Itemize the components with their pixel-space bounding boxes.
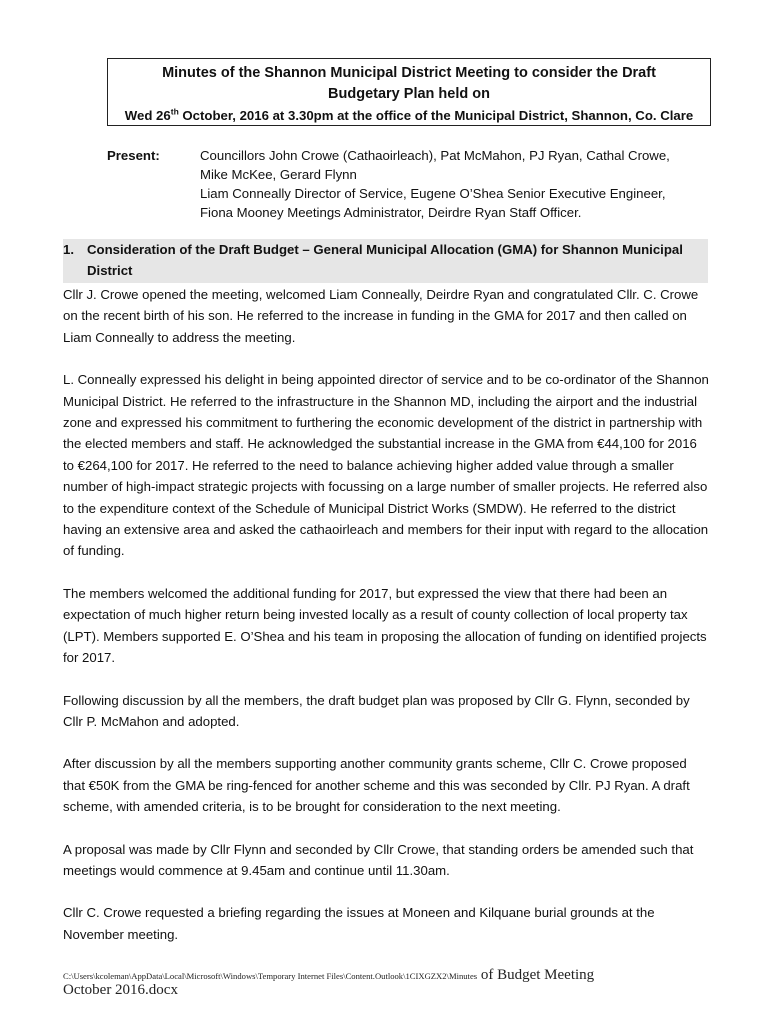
- date-prefix: Wed 26: [124, 108, 171, 123]
- paragraph: L. Conneally expressed his delight in being appointed director of service and to be co-ordinator of the Shannon Municipal District. He referred to the infrastructure in the Shannon MD, including the airport and the industrial zone and expressed his commitment to furthering the economic development of the district in partnership with the elected members and staff. He acknowledged the substantial increase in the GMA from €44,100 for 2016 to €264,100 for 2017. He referred to the need to balance achieving higher added value through a smaller number of high-impact strategic projects with focussing on a large number of smaller projects. He referred also to the expenditure context of the Schedule of Municipal District Works (SMDW). He referred to the district having an extensive area and asked the cathaoirleach and members for their input with regard to the allocation of funding.: [63, 372, 709, 559]
- title-line-2: Budgetary Plan held on: [328, 86, 490, 102]
- attendee-line: Mike McKee, Gerard Flynn: [200, 167, 357, 182]
- attendee-line: Councillors John Crowe (Cathaoirleach), Pat McMahon, PJ Ryan, Cathal Crowe,: [200, 148, 670, 163]
- file-path-footer: [63, 966, 723, 999]
- paragraph: Cllr C. Crowe requested a briefing regarding the issues at Moneen and Kilquane burial grounds at the November meeting.: [63, 905, 655, 942]
- paragraph: After discussion by all the members supporting another community grants scheme, Cllr C. Crowe proposed that €50K from the GMA be ring-fenced for another scheme and this was seconded by Cllr. PJ Ryan. A draft scheme, with amended criteria, is to be brought for consideration to the next meeting.: [63, 756, 690, 815]
- section-number: 1.: [63, 242, 74, 257]
- title-line-1: Minutes of the Shannon Municipal District Meeting to consider the Draft: [162, 65, 656, 81]
- footer-filename: October 2016.docx: [63, 982, 178, 998]
- footer-of-budget: of Budget Meeting: [477, 967, 595, 983]
- section-heading: [63, 239, 708, 283]
- minutes-body: [63, 284, 711, 966]
- present-label: Present:: [107, 148, 160, 163]
- meeting-date: [108, 106, 710, 126]
- attendee-line: Liam Conneally Director of Service, Eugene O’Shea Senior Executive Engineer,: [200, 186, 666, 201]
- attendee-list: [200, 146, 720, 222]
- paragraph: A proposal was made by Cllr Flynn and seconded by Cllr Crowe, that standing orders be amended such that meetings would commence at 9.45am and continue until 11.30am.: [63, 841, 694, 878]
- section-title: Consideration of the Draft Budget – General Municipal Allocation (GMA) for Shannon Municipal District: [87, 242, 683, 278]
- date-details: October, 2016 at 3.30pm at the office of the Municipal District, Shannon, Co. Clare: [178, 108, 694, 123]
- paragraph: Cllr J. Crowe opened the meeting, welcomed Liam Conneally, Deirdre Ryan and congratulated Cllr. C. Crowe on the recent birth of his son. He referred to the increase in funding in the GMA for 2017 and then called on Liam Conneally to address the meeting.: [63, 287, 699, 345]
- paragraph: The members welcomed the additional funding for 2017, but expressed the view that there had been an expectation of much higher return being invested locally as a result of county collection of local property tax (LPT). Members supported E. O’Shea and his team in proposing the allocation of funding on identified projects for 2017.: [63, 585, 707, 666]
- paragraph: Following discussion by all the members, the draft budget plan was proposed by Cllr G. Flynn, seconded by Cllr P. McMahon and adopted.: [63, 692, 690, 729]
- attendee-line: Fiona Mooney Meetings Administrator, Deirdre Ryan Staff Officer.: [200, 205, 582, 220]
- footer-path: C:\Users\kcoleman\AppData\Local\Microsoft\Windows\Temporary Internet Files\Content.Outlook\1CIXGZX2\Minutes: [63, 971, 478, 981]
- title-box: [107, 58, 711, 126]
- date-suffix: th: [170, 106, 179, 117]
